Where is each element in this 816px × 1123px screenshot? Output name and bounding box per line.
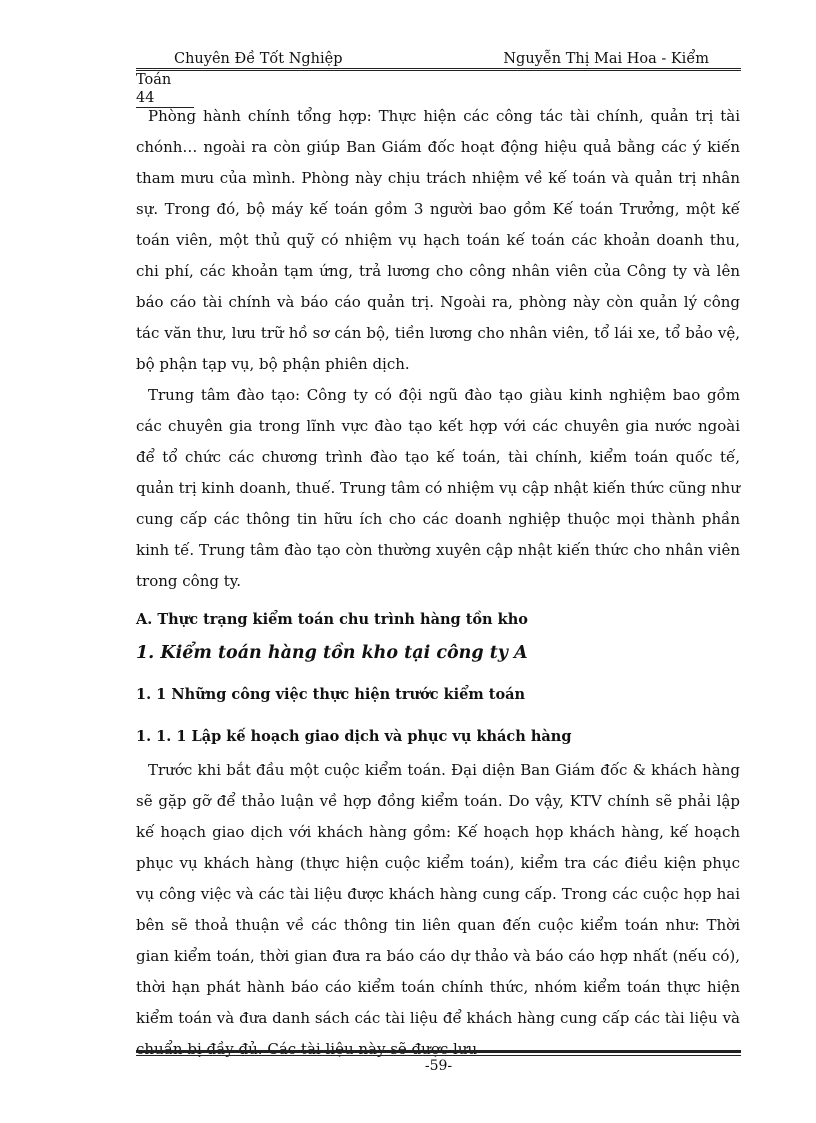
page-body — [136, 101, 740, 1065]
paragraph-administration: Phòng hành chính tổng hợp: Thực hiện các công tác tài chính, quản trị tài chónh… ngoài ra còn giúp Ban Giám đốc hoạt động hiệu quả bằng các ý kiến tham mưu của mình. Phòng này chịu trách nhiệm về kế toán và quản trị nhân sự. Trong đó, bộ máy kế toán gồm 3 người bao gồm Kế toán Trưởng, một kế toán viên, một thủ quỹ có nhiệm vụ hạch toán kế toán các khoản doanh thu, chi phí, các khoản tạm ứng, trả lương cho công nhân viên của Công ty và lên báo cáo tài chính và báo cáo quản trị. Ngoài ra, phòng này còn quản lý công tác văn thư, lưu trữ hồ sơ cán bộ, tiền lương cho nhân viên, tổ lái xe, tổ bảo vệ, bộ phận tạp vụ, bộ phận phiên dịch. — [136, 107, 740, 373]
paragraph-planning: Trước khi bắt đầu một cuộc kiểm toán. Đại diện Ban Giám đốc & khách hàng sẽ gặp gỡ để thảo luận về hợp đồng kiểm toán. Do vậy, KTV chính sẽ phải lập kế hoạch giao dịch với khách hàng gồm: Kế hoạch họp khách hàng, kế hoạch phục vụ khách hàng (thực hiện cuộc kiểm toán), kiểm tra các điều kiện phục vụ công việc và các tài liệu được khách hàng cung cấp. Trong các cuộc họp hai bên sẽ thoả thuận về các thông tin liên quan đến cuộc kiểm toán như: Thời gian kiểm toán, thời gian đưa ra báo cáo dự thảo và báo cáo hợp nhất (nếu có), thời hạn phát hành báo cáo kiểm toán chính thức, nhóm kiểm toán thực hiện kiểm toán và đưa danh sách các tài liệu để khách hàng cung cấp các tài liệu và chuẩn bị đầy đủ. Các tài liệu này sẽ được lưu — [136, 761, 740, 1058]
footer-divider — [136, 1050, 741, 1056]
section-heading-1: 1. Kiểm toán hàng tồn kho tại công ty A — [136, 643, 528, 663]
page-number: -59- — [424, 1058, 453, 1074]
section-heading-a: A. Thực trạng kiểm toán chu trình hàng tồn kho — [136, 611, 528, 628]
page-header — [136, 50, 741, 108]
section-heading-1-1: 1. 1 Những công việc thực hiện trước kiểm toán — [136, 686, 526, 703]
header-author: Nguyễn Thị Mai Hoa - Kiểm — [503, 51, 709, 67]
section-heading-1-1-1: 1. 1. 1 Lập kế hoạch giao dịch và phục vụ khách hàng — [136, 728, 572, 745]
paragraph-training-center: Trung tâm đào tạo: Công ty có đội ngũ đào tạo giàu kinh nghiệm bao gồm các chuyên gia trong lĩnh vực đào tạo kết hợp với các chuyên gia nước ngoài để tổ chức các chương trình đào tạo kế toán, tài chính, kiểm toán quốc tế, quản trị kinh doanh, thuế. Trung tâm có nhiệm vụ cập nhật kiến thức cũng như cung cấp các thông tin hữu ích cho các doanh nghiệp thuộc mọi thành phần kinh tế. Trung tâm đào tạo còn thường xuyên cập nhật kiến thức cho nhân viên trong công ty. — [136, 386, 740, 590]
header-document-title: Chuyên Đề Tốt Nghiệp — [174, 51, 343, 67]
header-author-continuation: Toán 44 — [136, 71, 194, 108]
header-line — [136, 50, 741, 71]
